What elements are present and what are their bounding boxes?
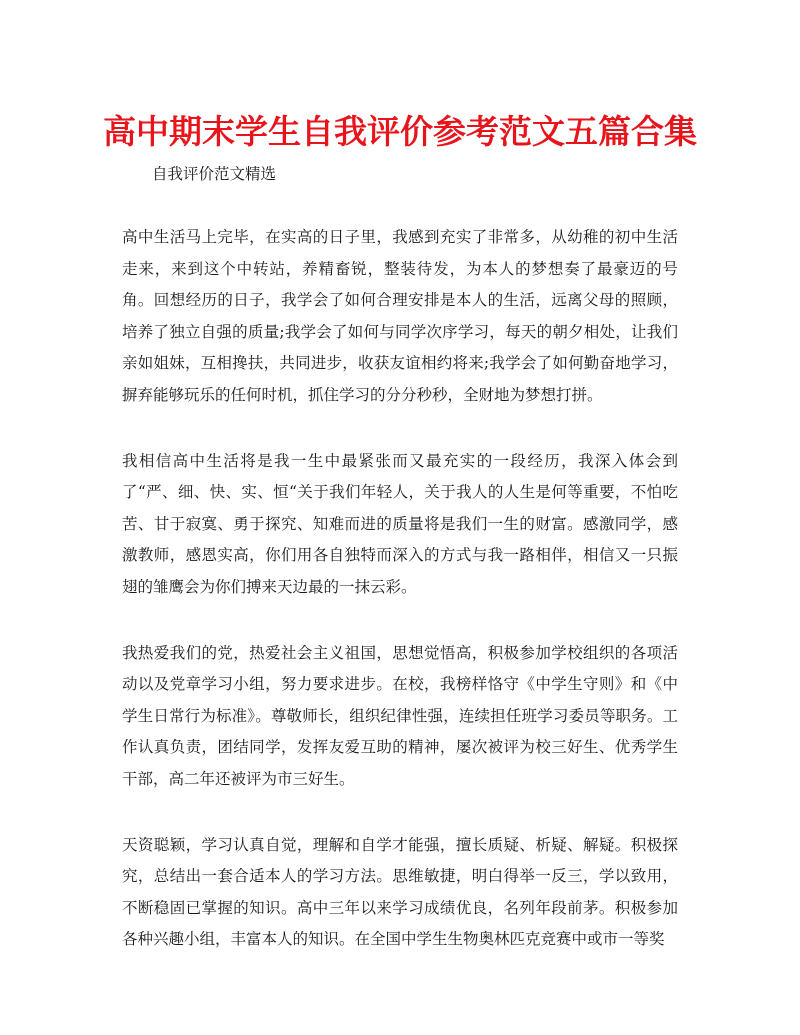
page-title: 高中期末学生自我评价参考范文五篇合集 [103, 112, 697, 151]
paragraph: 我相信高中生活将是我一生中最紧张而又最充实的一段经历，我深入体会到了“严、细、快、实、恒“关于我们年轻人，关于我人的人生是何等重要，不怕吃苦、甘于寂寞、勇于探究、知难而进的质量将是我们一生的财富。感激同学，感激教师，感恩实高，你们用各自独特而深入的方式与我一路相伴，相信又一只振翅的雏鹰会为你们搏来天边最的一抹云彩。 [122, 451, 678, 596]
paragraph: 我热爱我们的党，热爱社会主义祖国，思想觉悟高，积极参加学校组织的各项活动以及党章学习小组，努力要求进步。在校，我榜样恪守《中学生守则》和《中学生日常行为标准》。尊敬师长，组织纪律性强，连续担任班学习委员等职务。工作认真负责，团结同学，发挥友爱互助的精神，屡次被评为校三好生、优秀学生干部，高二年还被评为市三好生。 [122, 643, 678, 788]
page-subtitle: 自我评价范文精选 [152, 165, 277, 183]
paragraph: 高中生活马上完毕，在实高的日子里，我感到充实了非常多，从幼稚的初中生活走来，来到这个中转站，养精畜锐，整装待发，为本人的梦想奏了最豪迈的号角。回想经历的日子，我学会了如何合理安排是本人的生活，远离父母的照顾，培养了独立自强的质量;我学会了如何与同学次序学习，每天的朝夕相处，让我们亲如姐妹，互相搀扶，共同进步，收获友谊相约将来;我学会了如何勤奋地学习，摒弃能够玩乐的任何时机，抓住学习的分分秒秒，全财地为梦想打拼。 [122, 228, 678, 404]
document-body [122, 222, 678, 990]
paragraph: 天资聪颖，学习认真自觉，理解和自学才能强，擅长质疑、析疑、解疑。积极探究，总结出一套合适本人的学习方法。思维敏捷，明白得举一反三，学以致用，不断稳固已掌握的知识。高中三年以来学习成绩优良，名列年段前茅。积极参加各种兴趣小组，丰富本人的知识。在全国中学生生物奥林匹克竞赛中或市一等奖 [122, 835, 678, 949]
